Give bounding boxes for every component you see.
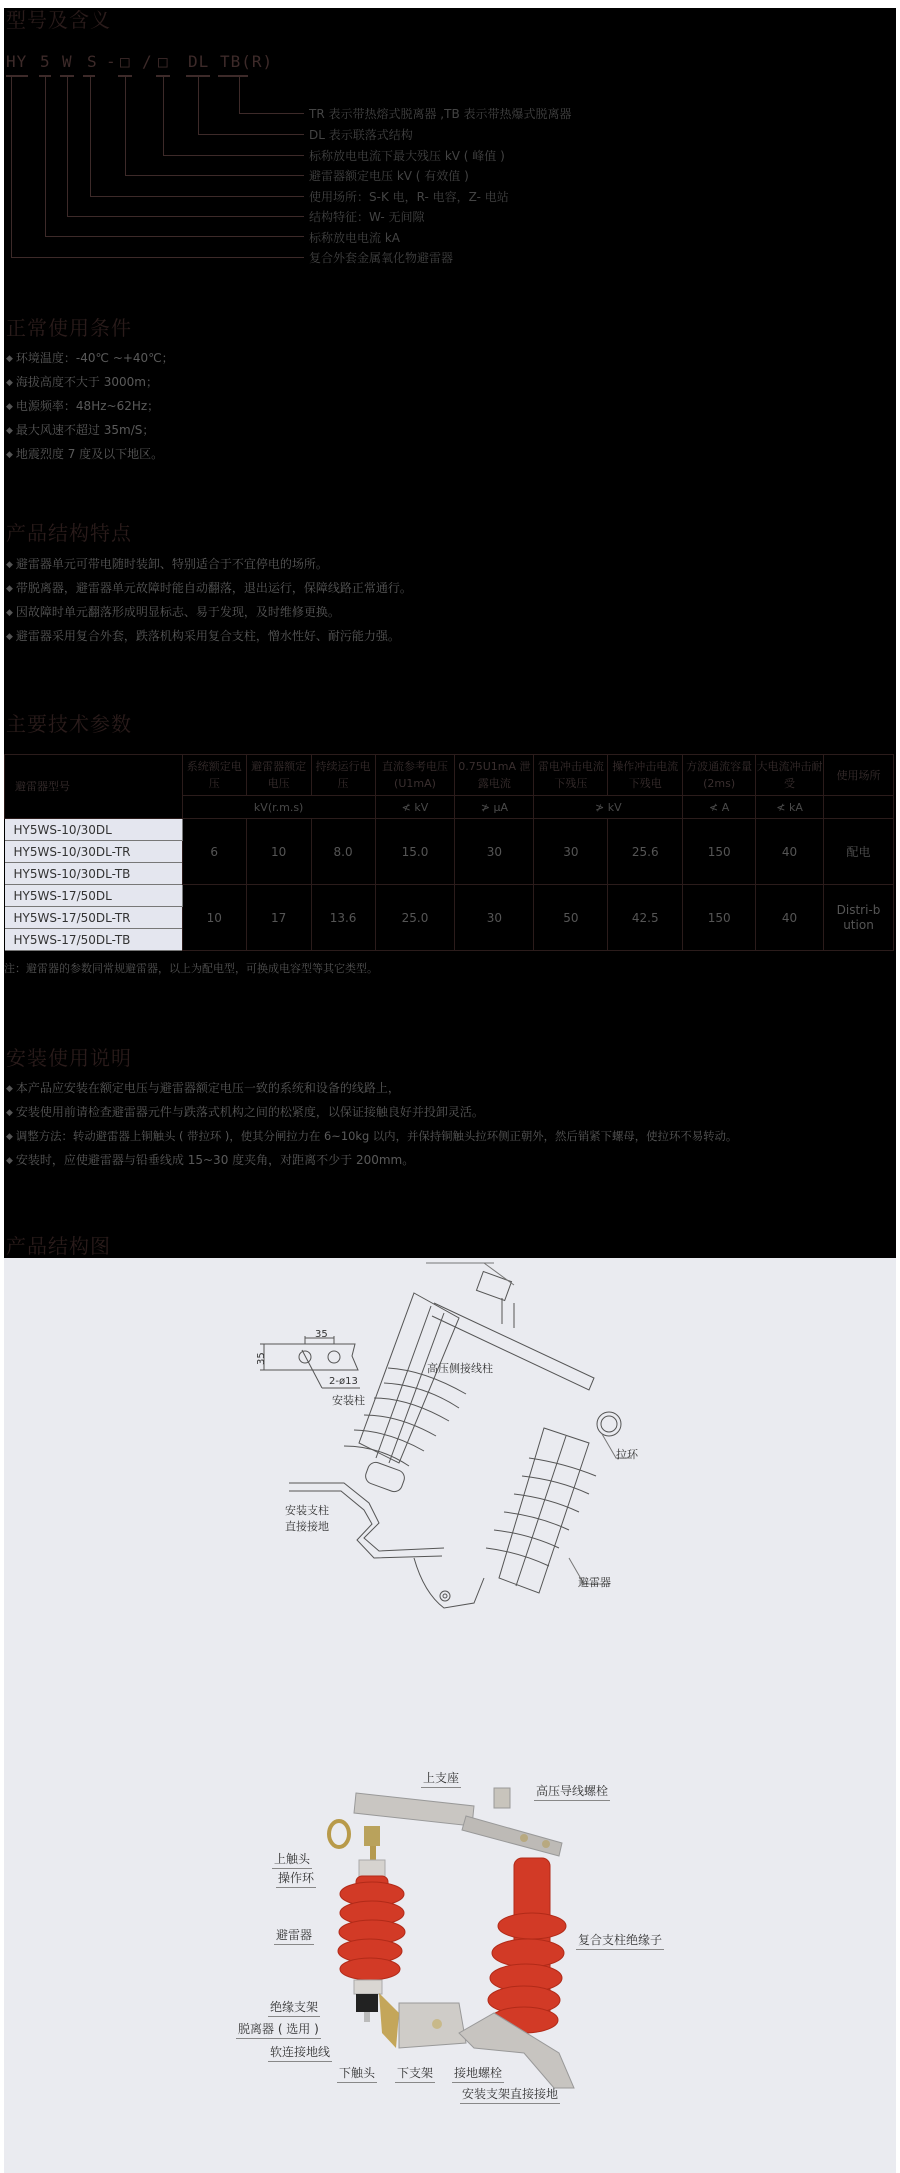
label-insulator: 复合支柱绝缘子: [576, 1931, 664, 1950]
diamond-bullet-icon: ◆: [6, 584, 13, 594]
legend-text-4: 使用场所：S-K 电，R- 电容，Z- 电站: [309, 190, 509, 204]
header-high-current: 大电流冲击耐受: [756, 755, 824, 796]
legend-text-7: 复合外套金属氧化物避雷器: [309, 251, 454, 265]
list-item: ◆ 避雷器单元可带电随时装卸、特别适合于不宜停电的场所。: [6, 557, 328, 571]
legend-text-2: 标称放电电流下最大残压 kV ( 峰值 ): [309, 149, 505, 163]
header-square-wave: 方波通流容量 (2ms): [683, 755, 756, 796]
header-model: 避雷器型号: [5, 755, 183, 819]
product-photo: [4, 1258, 896, 2173]
code-part-box1: □: [120, 52, 131, 71]
label-ground-bolt: 接地螺栓: [452, 2064, 504, 2083]
label-arrester-photo: 避雷器: [274, 1926, 314, 1945]
diamond-bullet-icon: ◆: [6, 354, 13, 364]
diamond-bullet-icon: ◆: [6, 1156, 13, 1166]
product-page: [4, 8, 896, 2173]
label-bracket-ground: 安装支架直接接地: [460, 2085, 560, 2104]
conditions-list: [6, 346, 174, 466]
list-item: ◆ 安装时，应使避雷器与铅垂线成 15~30 度夹角，对距离不少于 200mm。: [6, 1153, 415, 1167]
diamond-bullet-icon: ◆: [6, 378, 13, 388]
section-title-features: 产品结构特点: [6, 521, 132, 545]
label-support-ground-1: 安装支柱: [285, 1504, 329, 1517]
code-part-box2: □: [158, 52, 169, 71]
code-part-tbr: TB(R): [220, 52, 274, 71]
model-cell: HY5WS-10/30DL: [5, 819, 183, 841]
list-item: ◆ 带脱离器，避雷器单元故障时能自动翻落，退出运行，保障线路正常通行。: [6, 581, 412, 595]
table-row: HY5WS-17/50DL 10 17 13.6 25.0 30 50 42.5 150 40 Distri-bution: [5, 885, 894, 907]
label-disconnector: 脱离器 ( 选用 ): [236, 2020, 321, 2039]
model-cell: HY5WS-10/30DL-TR: [5, 841, 183, 863]
section-title-install: 安装使用说明: [6, 1046, 132, 1070]
label-hv-bolt: 高压导线螺栓: [534, 1782, 610, 1801]
list-item: ◆ 电源频率：48Hz~62Hz；: [6, 399, 160, 413]
header-switching-residual: 操作冲击电流下残电: [608, 755, 683, 796]
list-item: ◆ 因故障时单元翻落形成明显标志、易于发现，及时维修更换。: [6, 605, 340, 619]
label-upper-base: 上支座: [421, 1769, 461, 1788]
legend-line-7: [11, 75, 304, 258]
model-cell: HY5WS-17/50DL-TB: [5, 929, 183, 951]
section-title-structure: 产品结构图: [6, 1234, 111, 1258]
diamond-bullet-icon: ◆: [6, 1108, 13, 1118]
table-note: 注：避雷器的参数同常规避雷器，以上为配电型，可换成电容型等其它类型。: [4, 962, 378, 975]
diamond-bullet-icon: ◆: [6, 560, 13, 570]
legend-text-5: 结构特征：W- 无间隙: [309, 210, 425, 224]
label-ground-wire: 软连接地线: [268, 2043, 332, 2062]
unit-residual: ≯ kV: [534, 796, 683, 819]
label-hv-terminal: 高压侧接线柱: [427, 1362, 493, 1375]
diamond-bullet-icon: ◆: [6, 1132, 13, 1142]
unit-high-current: ≮ kA: [756, 796, 824, 819]
label-mount-post: 安装柱: [332, 1394, 365, 1407]
model-cell: HY5WS-10/30DL-TB: [5, 863, 183, 885]
list-item: ◆ 最大风速不超过 35m/S；: [6, 423, 155, 437]
unit-dc-ref: ≮ kV: [375, 796, 455, 819]
label-upper-contact: 上触头: [272, 1850, 312, 1869]
list-item: ◆ 避雷器采用复合外套，跌落机构采用复合支柱，憎水性好、耐污能力强。: [6, 629, 400, 643]
list-item: ◆ 安装使用前请检查避雷器元件与跌落式机构之间的松紧度，以保证接触良好并投卸灵活。: [6, 1105, 484, 1119]
unit-place: [824, 796, 894, 819]
diamond-bullet-icon: ◆: [6, 450, 13, 460]
list-item: ◆ 环境温度：-40℃ ~+40℃；: [6, 351, 174, 365]
legend-text-3: 避雷器额定电压 kV ( 有效值 ): [309, 169, 469, 183]
label-insulating-bracket: 绝缘支架: [268, 1998, 320, 2017]
header-system-voltage: 系统额定电压: [182, 755, 246, 796]
model-cell: HY5WS-17/50DL-TR: [5, 907, 183, 929]
section-title-specs: 主要技术参数: [6, 712, 132, 736]
code-part-dl: DL: [188, 52, 210, 71]
header-dc-ref-voltage: 直流参考电压 (U1mA): [375, 755, 455, 796]
label-holes: 2-ø13: [329, 1376, 358, 1387]
header-leakage-current: 0.75U1mA 泄露电流: [455, 755, 534, 796]
model-cell: HY5WS-17/50DL: [5, 885, 183, 907]
section-title-model: 型号及含义: [6, 8, 111, 32]
label-dim-width: 35: [315, 1329, 328, 1340]
diamond-bullet-icon: ◆: [6, 426, 13, 436]
list-item: ◆ 本产品应安装在额定电压与避雷器额定电压一致的系统和设备的线路上，: [6, 1081, 400, 1095]
list-item: ◆ 海拔高度不大于 3000m；: [6, 375, 158, 389]
structure-panel: [4, 1258, 896, 2173]
header-rated-voltage: 避雷器额定电压: [246, 755, 311, 796]
legend-text-0: TR 表示带热熔式脱离器 ,TB 表示带热爆式脱离器: [309, 107, 572, 121]
section-title-conditions: 正常使用条件: [6, 316, 132, 340]
list-item: ◆ 地震烈度 7 度及以下地区。: [6, 447, 164, 461]
features-list: [6, 552, 412, 648]
label-lower-bracket: 下支架: [395, 2064, 435, 2083]
diamond-bullet-icon: ◆: [6, 1084, 13, 1094]
unit-leak: ≯ μA: [455, 796, 534, 819]
code-part-w: W: [62, 52, 73, 71]
label-pull-ring: 拉环: [616, 1448, 638, 1461]
code-part-5: 5: [40, 52, 51, 71]
label-operating-ring: 操作环: [276, 1869, 316, 1888]
table-row: HY5WS-10/30DL 6 10 8.0 15.0 30 30 25.6 150 40 配电: [5, 819, 894, 841]
legend-text-1: DL 表示联落式结构: [309, 128, 413, 142]
legend-text-6: 标称放电电流 kA: [309, 231, 400, 245]
code-part-slash: /: [142, 52, 153, 71]
label-lower-contact: 下触头: [337, 2064, 377, 2083]
code-part-hy: HY: [6, 52, 28, 71]
install-list: [6, 1076, 737, 1172]
list-item: ◆ 调整方法：转动避雷器上铜触头 ( 带拉环 )，使其分闸拉力在 6~10kg 以内，并保持铜触头拉环侧正朝外，然后销紧下螺母，使拉环不易转动。: [6, 1129, 738, 1143]
header-continuous-voltage: 持续运行电压: [311, 755, 375, 796]
spec-table: [4, 754, 894, 951]
label-support-ground-2: 直接接地: [285, 1520, 329, 1533]
header-place: 使用场所: [824, 755, 894, 796]
diamond-bullet-icon: ◆: [6, 402, 13, 412]
code-part-dash: -: [106, 52, 117, 71]
label-arrester-drawing: 避雷器: [578, 1576, 611, 1589]
label-dim-height: 35: [256, 1352, 267, 1365]
unit-kv-rms: kV(r.m.s): [182, 796, 375, 819]
diamond-bullet-icon: ◆: [6, 608, 13, 618]
diamond-bullet-icon: ◆: [6, 632, 13, 642]
header-lightning-residual: 雷电冲击电流下残压: [534, 755, 608, 796]
unit-square: ≮ A: [683, 796, 756, 819]
code-part-s: S: [87, 52, 98, 71]
